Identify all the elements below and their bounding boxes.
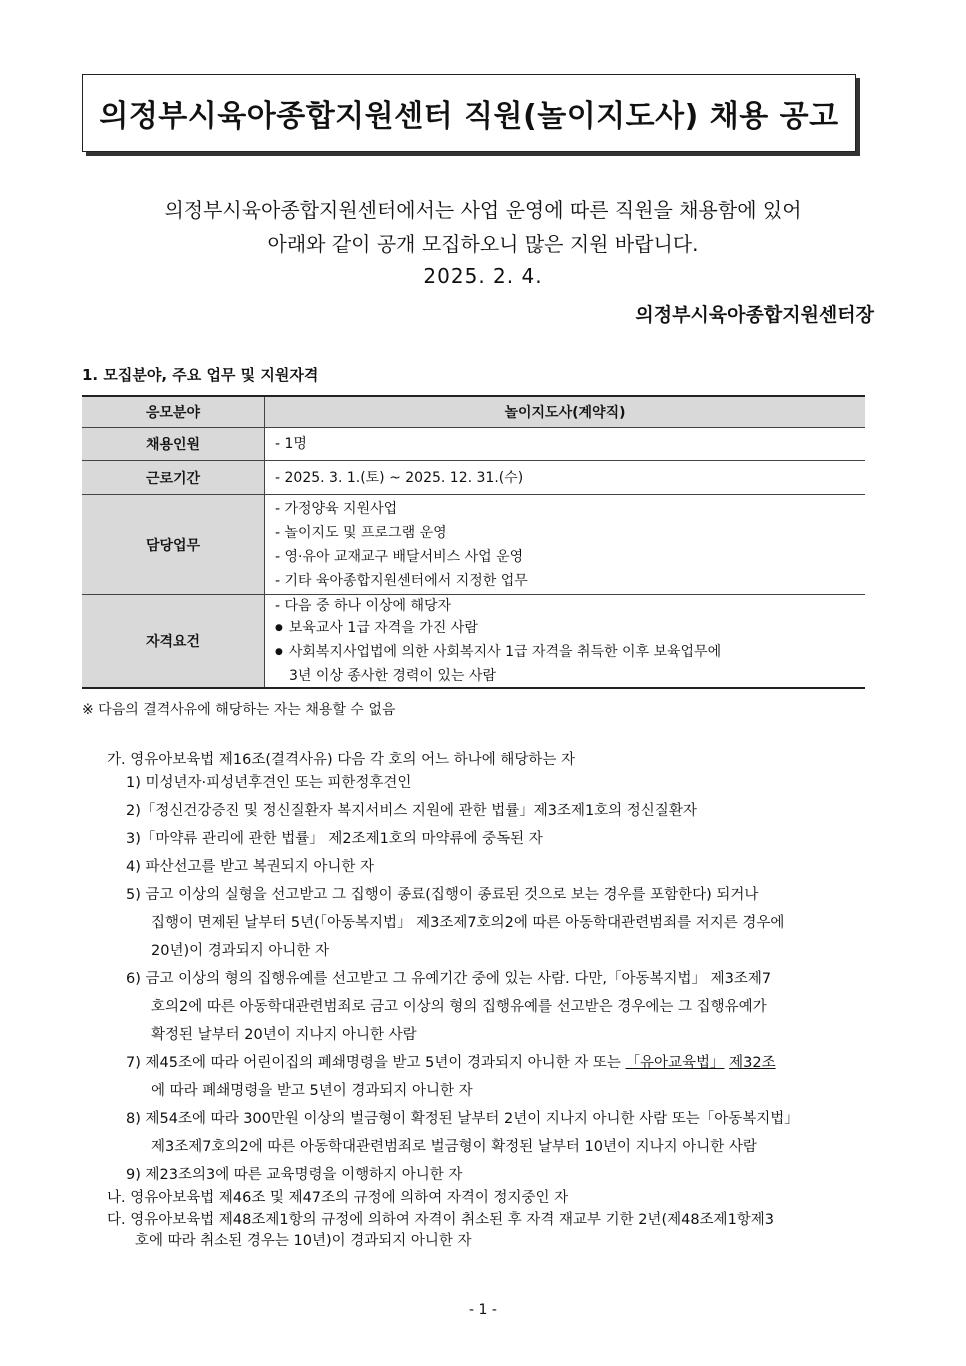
list-item: 1) 미성년자·피성년후견인 또는 피한정후견인: [126, 775, 412, 791]
row-label: 근로기간: [82, 461, 265, 495]
list-item: 3)「마약류 관리에 관한 법률」 제2조제1호의 마약류에 중독된 자: [126, 831, 543, 847]
table-row: [82, 595, 865, 689]
row-label: 담당업무: [82, 495, 265, 595]
list-item: 20년)이 경과되지 아니한 자: [151, 943, 330, 959]
list-item: 집행이 면제된 날부터 5년(「아동복지법」 제3조제7호의2에 따른 아동학대관련범죄를 저지른 경우에: [151, 915, 785, 931]
row-value: - 기타 육아종합지원센터에서 지정한 업무: [275, 572, 528, 589]
row-label: 자격요건: [82, 595, 265, 689]
page-number: - 1 -: [469, 1302, 497, 1318]
row-value: - 영·유아 교재교구 배달서비스 사업 운영: [275, 548, 524, 565]
table-header-row: [82, 396, 865, 428]
list-item: 8) 제54조에 따라 300만원 이상의 벌금형이 확정된 날부터 2년이 지나지 아니한 사람 또는「아동복지법」: [126, 1111, 799, 1127]
intro-line-2: 아래와 같이 공개 모집하오니 많은 지원 바랍니다.: [267, 232, 699, 256]
law-reference: 제32조: [729, 1055, 776, 1071]
qualification-item-cont: 3년 이상 종사한 경력이 있는 사람: [289, 668, 496, 684]
intro-line-1: 의정부시육아종합지원센터에서는 사업 운영에 따른 직원을 채용함에 있어: [164, 198, 802, 222]
row-value: - 놀이지도 및 프로그램 운영: [275, 524, 447, 541]
list-item: 2)「정신건강증진 및 정신질환자 복지서비스 지원에 관한 법률」제3조제1호의 정신질환자: [126, 803, 697, 819]
header-value: 놀이지도사(계약직): [265, 396, 866, 428]
qualification-item: ● 사회복지사업법에 의한 사회복지사 1급 자격을 취득한 이후 보육업무에: [275, 641, 865, 665]
list-item: 가. 영유아보육법 제16조(결격사유) 다음 각 호의 어느 하나에 해당하는 자: [107, 752, 576, 768]
disqualification-note: ※ 다음의 결격사유에 해당하는 자는 채용할 수 없음: [82, 702, 396, 718]
header-label: 응모분야: [82, 396, 265, 428]
list-item: 에 따라 폐쇄명령을 받고 5년이 경과되지 아니한 자: [151, 1083, 473, 1099]
list-item: 5) 금고 이상의 실형을 선고받고 그 집행이 종료(집행이 종료된 것으로 보는 경우를 포함한다) 되거나: [126, 887, 759, 903]
table-row: [82, 495, 865, 595]
list-item: 나. 영유아보육법 제46조 및 제47조의 규정에 의하여 자격이 정지중인 자: [107, 1190, 569, 1206]
row-value: - 1명: [275, 436, 307, 452]
row-value: - 2025. 3. 1.(토) ~ 2025. 12. 31.(수): [275, 469, 524, 486]
qualification-item: ● 보육교사 1급 자격을 가진 사람: [275, 617, 865, 641]
title-box: [82, 74, 856, 152]
list-item: 7) 제45조에 따라 어린이집의 폐쇄명령을 받고 5년이 경과되지 아니한 자 또는 「유아교육법」 제32조: [126, 1055, 776, 1071]
list-item: 다. 영유아보육법 제48조제1항의 규정에 의하여 자격이 취소된 후 자격 재교부 기한 2년(제48조제1항제3: [107, 1212, 775, 1228]
law-reference: 「유아교육법」: [625, 1055, 725, 1071]
row-label: 채용인원: [82, 428, 265, 461]
section-title: 1. 모집분야, 주요 업무 및 지원자격: [82, 366, 319, 384]
announcement-date: 2025. 2. 4.: [423, 264, 543, 288]
list-item: 확정된 날부터 20년이 지나지 아니한 사람: [151, 1027, 417, 1043]
bullet-icon: [275, 620, 289, 636]
list-item: 호의2에 따른 아동학대관련범죄로 금고 이상의 형의 집행유예를 선고받은 경우에는 그 집행유예가: [151, 999, 767, 1015]
list-item: 호에 따라 취소된 경우는 10년)이 경과되지 아니한 자: [135, 1233, 472, 1249]
row-value: - 다음 중 하나 이상에 해당자: [275, 598, 452, 614]
list-item: 9) 제23조의3에 따른 교육명령을 이행하지 아니한 자: [126, 1167, 463, 1183]
list-item: 4) 파산선고를 받고 복권되지 아니한 자: [126, 859, 375, 875]
page-title: 의정부시육아종합지원센터 직원(놀이지도사) 채용 공고: [99, 99, 839, 134]
table-row: [82, 428, 865, 461]
bullet-icon: [275, 644, 289, 660]
list-item: 6) 금고 이상의 형의 집행유예를 선고받고 그 유예기간 중에 있는 사람. 다만,「아동복지법」 제3조제7: [126, 971, 772, 987]
row-value: - 가정양육 지원사업: [275, 500, 398, 517]
list-item: 제3조제7호의2에 따른 아동학대관련범죄로 벌금형이 확정된 날부터 10년이 지나지 아니한 사람: [151, 1139, 757, 1155]
signer: 의정부시육아종합지원센터장: [635, 304, 874, 326]
recruitment-table: [82, 395, 865, 689]
table-row: [82, 461, 865, 495]
